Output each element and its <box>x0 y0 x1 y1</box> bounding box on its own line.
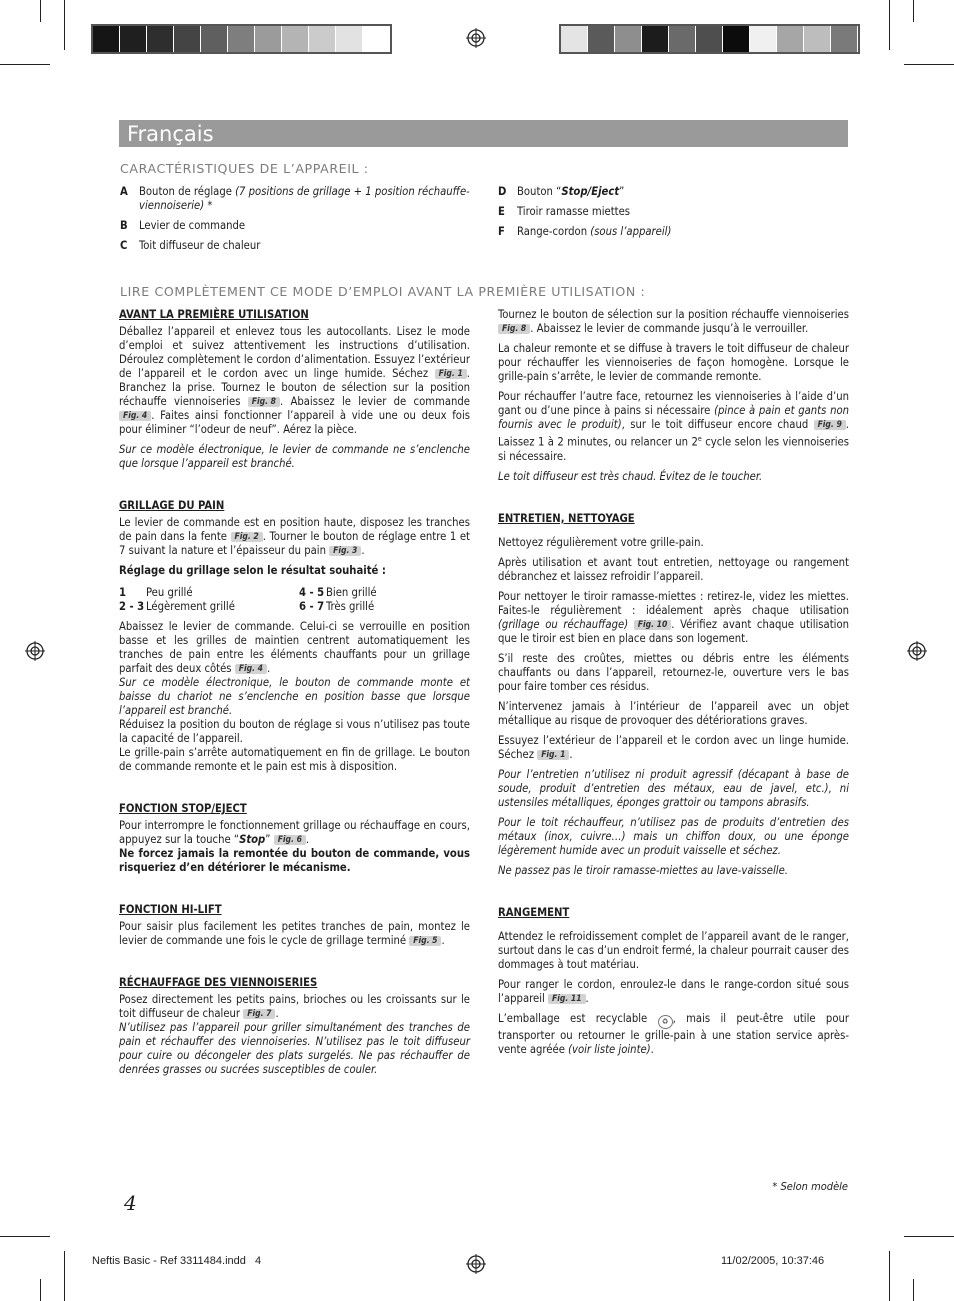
fig-label: Fig. 4 <box>119 411 151 421</box>
color-swatch <box>228 26 255 52</box>
pastry-warning: N’utilisez pas l’appareil pour griller simultanément des tranches de pain et réchauffer des viennoiseries. N’utilisez pas le toit diffuseur pour cuire ou décongeler des plats surgelés. Ne pas réchauffer de denrées grasses ou sucrées susceptibles de couler. <box>119 1021 470 1076</box>
other-side-paragraph: Pour réchauffer l’autre face, retournez les viennoiseries à l’aide d’un gant ou d’une pince à pains si nécessaire (pince à pain et gants non fournis avec le produit), sur le toit diffuseur encore chaud Fig. 9 . Laissez 1 à 2 minutes, ou relancer un 2e cycle selon les viennoiseries si nécessaire. <box>498 390 849 463</box>
feature-text: Bouton de réglage (7 positions de grillage + 1 position réchauffe-viennoiserie) * <box>139 185 470 212</box>
color-swatch <box>363 26 390 52</box>
hot-roof-warning: Le toit diffuseur est très chaud. Évitez de le toucher. <box>498 469 763 483</box>
toasting-levels <box>119 586 470 614</box>
color-swatch <box>804 26 831 52</box>
feature-list-right <box>498 185 858 245</box>
feature-item <box>120 239 480 253</box>
feature-text: Bouton “Stop/Eject” <box>517 185 625 198</box>
crop-mark <box>40 0 41 22</box>
pastry-continued-paragraph: Tournez le bouton de sélection sur la position réchauffe viennoiseries Fig. 8 . Abaissez le levier de commande jusqu’à le verrouiller. <box>498 308 849 335</box>
color-swatch <box>309 26 336 52</box>
feature-list-left <box>120 185 480 259</box>
cleaning-p8: Pour le toit réchauffeur, n’utilisez pas de produits d’entretien des métaux (inox, cuivre…) mais un chiffon doux, ou une éponge légèrement humide avec un produit vaisselle et séchez. <box>498 815 849 857</box>
toasting-note: Sur ce modèle électronique, le bouton de commande monte et baisse du chariot ne s’enclenche en position basse que lorsque l’appareil est branché. <box>119 676 470 717</box>
crop-mark <box>913 1279 914 1301</box>
fig-label: Fig. 8 <box>248 397 280 407</box>
hilift-paragraph: Pour saisir plus facilement les petites tranches de pain, montez le levier de commande une fois le cycle de grillage terminé Fig. 5 . <box>119 920 470 947</box>
pastry-heading: RÉCHAUFFAGE DES VIENNOISERIES <box>119 976 318 989</box>
feature-item <box>498 185 858 199</box>
color-swatch <box>174 26 201 52</box>
level-key: 2 - 3 <box>119 600 145 613</box>
characteristics-heading: CARACTÉRISTIQUES DE L’APPAREIL : <box>120 161 369 176</box>
toasting-auto-stop: Le grille-pain s’arrête automatiquement en fin de grillage. Le bouton de commande remonte et le pain est mis à disposition. <box>119 746 470 773</box>
registration-mark-icon <box>466 28 486 48</box>
feature-text: Toit diffuseur de chaleur <box>139 239 261 252</box>
cleaning-p5: N’intervenez jamais à l’intérieur de l’appareil avec un objet métallique au risque de provoquer des détériorations graves. <box>498 699 849 727</box>
feature-text: Range-cordon (sous l’appareil) <box>517 225 672 238</box>
cleaning-p3: Pour nettoyer le tiroir ramasse-miettes : retirez-le, videz les miettes. Faites-le régulièrement : idéalement après chaque utilisation (grillage ou réchauffage) Fig. 10 . Vérifiez avant chaque utilisation que le tiroir est bien en place dans son logement. <box>498 589 849 645</box>
color-bar-right <box>559 24 860 54</box>
color-swatch <box>201 26 228 52</box>
storage-p1: Attendez le refroidissement complet de l’appareil avant de le ranger, surtout dans le cas d’un endroit fermé, la chaleur pourrait causer des dommages à tout matériau. <box>498 929 849 971</box>
feature-key: D <box>498 185 507 198</box>
crop-mark <box>904 1236 954 1237</box>
color-swatch <box>777 26 804 52</box>
color-swatch <box>255 26 282 52</box>
registration-mark-icon <box>907 641 927 661</box>
toasting-heading: GRILLAGE DU PAIN <box>119 499 225 512</box>
right-column <box>498 308 849 1063</box>
level-value: Très grillé <box>326 600 375 613</box>
color-swatch <box>669 26 696 52</box>
cleaning-p2: Après utilisation et avant tout entretien, nettoyage ou rangement débranchez et laissez refroidir l’appareil. <box>498 555 849 583</box>
color-swatch <box>147 26 174 52</box>
storage-p3: L’emballage est recyclable ♻ , mais il peut-être utile pour transporter ou retourner le grille-pain à une station service après-vente agréée (voir liste jointe). <box>498 1011 849 1056</box>
feature-text: Levier de commande <box>139 219 246 232</box>
stop-eject-warning: Ne forcez jamais la remontée du bouton de commande, vous risqueriez d’en détériorer le mécanisme. <box>119 847 470 874</box>
fig-label: Fig. 7 <box>243 1009 275 1019</box>
color-swatch <box>723 26 750 52</box>
feature-item <box>120 185 480 213</box>
color-swatch <box>696 26 723 52</box>
first-use-paragraph: Déballez l’appareil et enlevez tous les autocollants. Lisez le mode d’emploi et suivez attentivement les instructions d’utilisation. Déroulez complètement le cordon d’alimentation. Essuyez l’extérieur de l’appareil et le cordon avec un linge humide. Séchez Fig. 1 . Branchez la prise. Tournez le bouton de sélection sur la position réchauffe viennoiseries Fig. 8 . Abaissez le levier de commande Fig. 4 . Faites ainsi fonctionner l’appareil à vide une ou deux fois pour éliminer “l’odeur de neuf”. Aérez la pièce. <box>119 325 470 436</box>
color-swatch <box>642 26 669 52</box>
color-swatch <box>831 26 858 52</box>
page-number: 4 <box>124 1191 137 1215</box>
feature-text: Tiroir ramasse miettes <box>517 205 631 218</box>
language-title: Français <box>127 122 214 146</box>
toasting-subheading: Réglage du grillage selon le résultat souhaité : <box>119 564 386 577</box>
level-key: 6 - 7 <box>299 600 325 613</box>
language-header <box>119 120 848 147</box>
fig-label: Fig. 11 <box>548 994 586 1004</box>
pastry-paragraph: Posez directement les petits pains, brioches ou les croissants sur le toit diffuseur de chaleur Fig. 7 . <box>119 993 470 1020</box>
footnote: * Selon modèle <box>772 1180 848 1193</box>
feature-key: E <box>498 205 505 218</box>
fig-label: Fig. 5 <box>409 936 441 946</box>
level-key: 1 <box>119 586 127 599</box>
crop-mark <box>0 1236 50 1237</box>
storage-heading: RANGEMENT <box>498 905 570 919</box>
hilift-heading: FONCTION HI-LIFT <box>119 903 222 916</box>
cleaning-p1: Nettoyez régulièrement votre grille-pain. <box>498 535 704 549</box>
color-swatch <box>93 26 120 52</box>
toasting-paragraph: Le levier de commande est en position haute, disposez les tranches de pain dans la fente Fig. 2 . Tourner le bouton de réglage entre 1 et 7 suivant la nature et l’épaisseur du pain Fig. 3 . <box>119 516 470 557</box>
crop-mark <box>913 0 914 22</box>
toasting-lower-paragraph: Abaissez le levier de commande. Celui-ci se verrouille en position basse et les grilles de maintien centrent automatiquement les tranches de pain entre les éléments chauffants pour un grillage parfait des deux côtés Fig. 4 . <box>119 620 470 675</box>
cleaning-p9: Ne passez pas le tiroir ramasse-miettes au lave-vaisselle. <box>498 863 788 877</box>
feature-item <box>498 205 858 219</box>
feature-key: A <box>120 185 128 198</box>
crop-mark <box>64 1251 65 1301</box>
fig-label: Fig. 4 <box>235 664 267 674</box>
crop-mark <box>889 1251 890 1301</box>
read-manual-heading: LIRE COMPLÈTEMENT CE MODE D’EMPLOI AVANT LA PREMIÈRE UTILISATION : <box>120 284 646 299</box>
fig-label: Fig. 2 <box>231 532 263 542</box>
crop-mark <box>889 0 890 50</box>
recycle-icon: ♻ <box>658 1015 673 1029</box>
stop-eject-heading: FONCTION STOP/EJECT <box>119 802 247 815</box>
fig-label: Fig. 3 <box>329 546 361 556</box>
crop-mark <box>0 64 50 65</box>
feature-key: C <box>120 239 128 252</box>
feature-item <box>120 219 480 233</box>
color-swatch <box>336 26 363 52</box>
level-value: Bien grillé <box>326 586 377 599</box>
timestamp: 11/02/2005, 10:37:46 <box>721 1255 825 1267</box>
file-info: Neftis Basic - Ref 3311484.indd 4 <box>92 1255 262 1267</box>
toasting-capacity: Réduisez la position du bouton de réglage si vous n’utilisez pas toute la capacité de l’appareil. <box>119 718 470 745</box>
fig-label: Fig. 1 <box>435 369 467 379</box>
crop-mark <box>64 0 65 50</box>
feature-item <box>498 225 858 239</box>
cleaning-p6: Essuyez l’extérieur de l’appareil et le cordon avec un linge humide. Séchez Fig. 1 . <box>498 733 849 761</box>
level-value: Légèrement grillé <box>146 600 235 613</box>
color-swatch <box>615 26 642 52</box>
stop-eject-paragraph: Pour interrompre le fonctionnement grillage ou réchauffage en cours, appuyez sur la touche “Stop” Fig. 6 . <box>119 819 470 846</box>
fig-label: Fig. 8 <box>498 324 530 334</box>
color-swatch <box>561 26 588 52</box>
cleaning-heading: ENTRETIEN, NETTOYAGE <box>498 511 635 525</box>
level-value: Peu grillé <box>146 586 193 599</box>
feature-key: F <box>498 225 505 238</box>
registration-mark-icon <box>466 1254 486 1274</box>
crop-mark <box>40 1279 41 1301</box>
registration-mark-icon <box>25 641 45 661</box>
crop-mark <box>904 64 954 65</box>
cleaning-p7: Pour l’entretien n’utilisez ni produit agressif (décapant à base de soude, produit d’entretien des métaux, eau de javel, etc.), ni ustensiles métalliques, éponges grattoir ou tampons abrasifs. <box>498 767 849 809</box>
fig-label: Fig. 10 <box>634 620 672 630</box>
fig-label: Fig. 9 <box>814 420 846 430</box>
color-swatch <box>120 26 147 52</box>
left-column <box>119 308 470 1083</box>
fig-label: Fig. 6 <box>274 835 306 845</box>
fig-label: Fig. 1 <box>537 750 569 760</box>
color-swatch <box>588 26 615 52</box>
first-use-note: Sur ce modèle électronique, le levier de commande ne s’enclenche que lorsque l’appareil est branché. <box>119 443 470 470</box>
storage-p2: Pour ranger le cordon, enroulez-le dans le range-cordon situé sous l’appareil Fig. 11 . <box>498 977 849 1005</box>
color-swatch <box>750 26 777 52</box>
color-swatch <box>282 26 309 52</box>
feature-key: B <box>120 219 128 232</box>
heat-paragraph: La chaleur remonte et se diffuse à travers le toit diffuseur de chaleur pour réchauffer les viennoiseries de façon homogène. Lorsque le grille-pain s’arrête, le levier de commande remonte. <box>498 342 849 383</box>
first-use-heading: AVANT LA PREMIÈRE UTILISATION <box>119 308 309 321</box>
level-key: 4 - 5 <box>299 586 325 599</box>
color-bar-left <box>91 24 392 54</box>
cleaning-p4: S’il reste des croûtes, miettes ou débris entre les éléments chauffants ou dans l’appareil, retournez-le, ouverture vers le bas pour faire tomber ces résidus. <box>498 651 849 693</box>
